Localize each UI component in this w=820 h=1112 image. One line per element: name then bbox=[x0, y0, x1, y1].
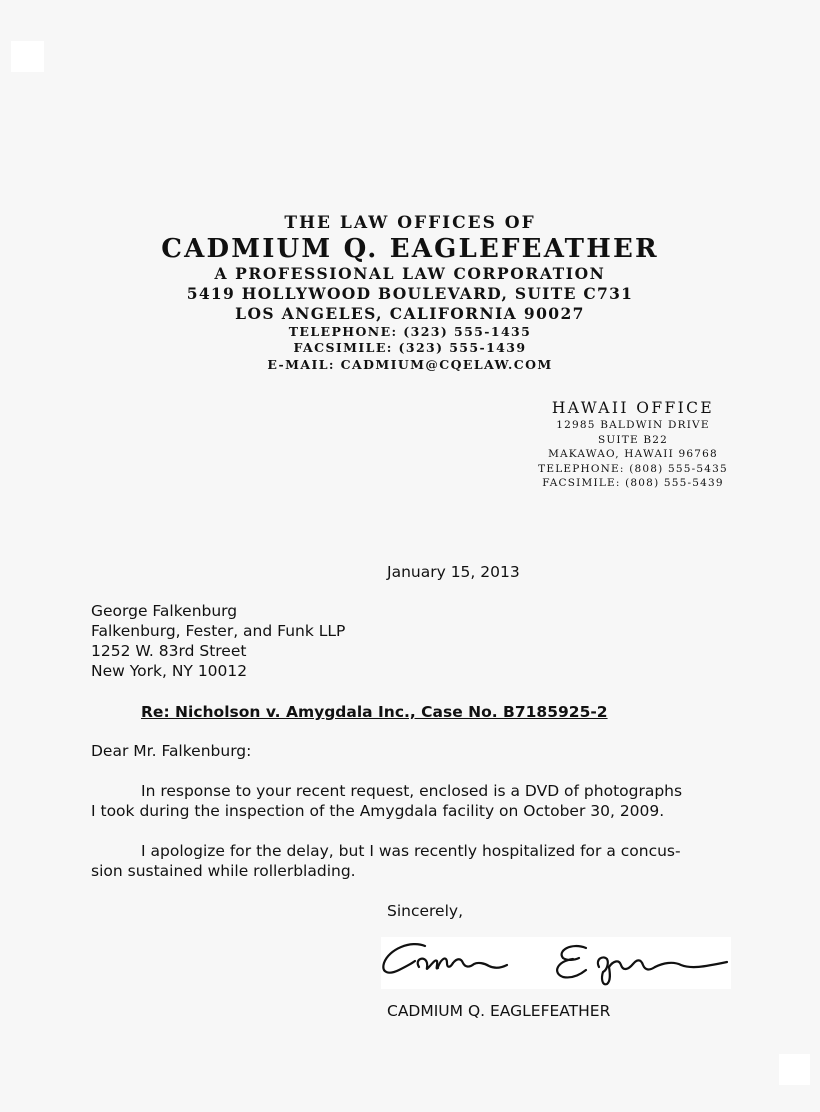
facsimile-line: FACSIMILE: (323) 555-1439 bbox=[293, 340, 527, 355]
recipient-address bbox=[91, 601, 345, 681]
letterhead bbox=[0, 212, 820, 373]
recipient-name: George Falkenburg bbox=[91, 602, 238, 620]
closing: Sincerely, bbox=[387, 902, 464, 920]
paragraph-2-line-2: sion sustained while rollerblading. bbox=[91, 862, 356, 880]
corporation-line: A PROFESSIONAL LAW CORPORATION bbox=[214, 264, 606, 283]
hawaii-office-block bbox=[500, 398, 766, 491]
hawaii-telephone: TELEPHONE: (808) 555-5435 bbox=[538, 462, 728, 475]
signature-image bbox=[381, 937, 731, 989]
letter-date: January 15, 2013 bbox=[387, 563, 520, 581]
hawaii-suite: SUITE B22 bbox=[597, 433, 669, 446]
paragraph-1-line-1: In response to your recent request, enclosed is a DVD of photographs bbox=[141, 782, 683, 800]
hawaii-city: MAKAWAO, HAWAII 96768 bbox=[548, 448, 718, 460]
recipient-firm: Falkenburg, Fester, and Funk LLP bbox=[91, 622, 346, 640]
scan-corner-mark bbox=[11, 41, 44, 72]
signature-graphic bbox=[381, 937, 731, 989]
paragraph-2 bbox=[91, 841, 731, 881]
recipient-street: 1252 W. 83rd Street bbox=[91, 642, 247, 660]
salutation: Dear Mr. Falkenburg: bbox=[91, 742, 252, 760]
city-line: LOS ANGELES, CALIFORNIA 90027 bbox=[235, 304, 585, 323]
letterhead-intro: THE LAW OFFICES OF bbox=[284, 213, 536, 233]
hawaii-office-title: HAWAII OFFICE bbox=[551, 399, 715, 417]
re-line: Re: Nicholson v. Amygdala Inc., Case No. B7185925-2 bbox=[141, 703, 608, 721]
hawaii-facsimile: FACSIMILE: (808) 555-5439 bbox=[542, 477, 724, 489]
signer-name: CADMIUM Q. EAGLEFEATHER bbox=[387, 1002, 611, 1020]
scan-corner-mark bbox=[779, 1054, 810, 1085]
paragraph-2-line-1: I apologize for the delay, but I was recently hospitalized for a concus- bbox=[141, 842, 681, 860]
recipient-city: New York, NY 10012 bbox=[91, 662, 248, 680]
telephone-line: TELEPHONE: (323) 555-1435 bbox=[288, 324, 532, 339]
street-address: 5419 HOLLYWOOD BOULEVARD, SUITE C731 bbox=[186, 284, 634, 303]
paragraph-1-line-2: I took during the inspection of the Amygdala facility on October 30, 2009. bbox=[91, 802, 665, 820]
hawaii-street: 12985 BALDWIN DRIVE bbox=[556, 419, 710, 431]
email-line: E-MAIL: CADMIUM@CQELAW.COM bbox=[267, 357, 553, 372]
paragraph-1 bbox=[91, 781, 731, 821]
firm-name: CADMIUM Q. EAGLEFEATHER bbox=[161, 234, 659, 264]
